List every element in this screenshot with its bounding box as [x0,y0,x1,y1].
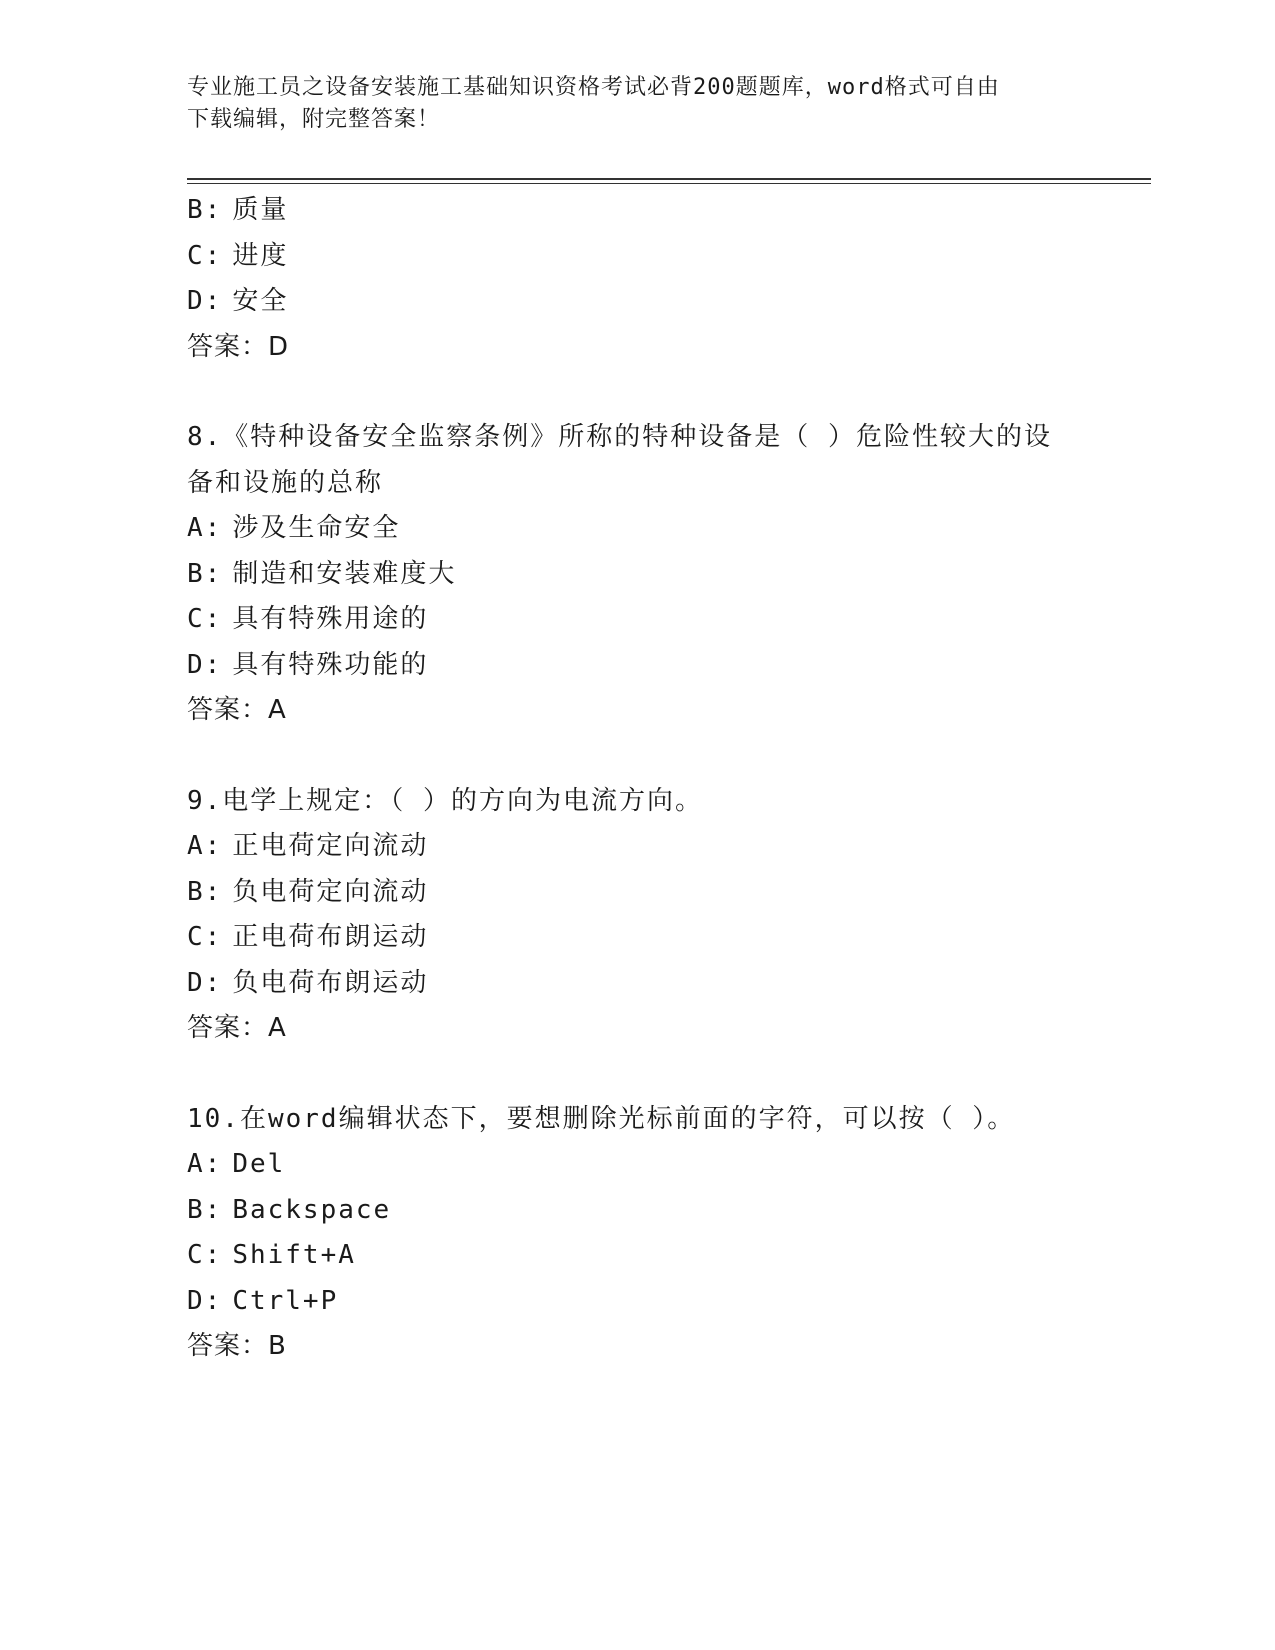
option-text: Ctrl+P [232,1285,339,1316]
spacer [187,734,1087,779]
option-letter: B: [187,195,223,225]
option-d [187,643,1087,689]
option-c [187,915,1087,961]
option-text: 正电荷定向流动 [232,831,429,861]
option-c [187,1233,1087,1279]
question-text [187,415,1077,506]
option-d [187,279,1087,325]
question-text-line-1: 10.在word编辑状态下，要想删除光标前面的字符，可以按（ ）。 [187,1103,1016,1134]
option-text: 制造和安装难度大 [232,558,457,589]
option-b [187,552,1087,598]
question-10 [187,1097,1087,1370]
answer-line: 答案：D [187,331,290,362]
option-b [187,1188,1087,1234]
spacer [187,1052,1087,1097]
header-rule-thin [187,183,1151,184]
option-c [187,234,1087,280]
option-text: 具有特殊用途的 [232,604,429,634]
option-letter: D: [187,649,223,680]
option-d [187,1279,1087,1325]
option-letter: B: [187,876,223,907]
option-b [187,870,1087,916]
option-b [187,188,1087,234]
option-letter: C: [187,240,223,271]
answer-line: 答案：A [187,1013,287,1043]
option-letter: A: [187,831,223,861]
question-text-line-2: 备和设施的总称 [187,467,384,498]
question-8 [187,415,1087,734]
option-letter: B: [187,1194,223,1225]
option-text: 安全 [232,286,289,316]
header-rule-thick [187,178,1151,180]
option-letter: A: [187,1149,223,1179]
question-text [187,779,1077,825]
question-9 [187,779,1087,1052]
option-d [187,961,1087,1007]
question-7-tail [187,188,1087,370]
option-letter: D: [187,1285,223,1316]
option-a [187,506,1087,552]
option-text: Backspace [232,1194,392,1225]
answer-line: 答案：B [187,1331,287,1361]
option-a [187,1142,1087,1188]
option-letter: C: [187,604,223,634]
header-line-2: 下载编辑，附完整答案！ [187,107,441,132]
answer-line: 答案：A [187,695,287,725]
option-text: 质量 [232,195,289,225]
option-text: 负电荷定向流动 [232,876,429,907]
option-a [187,824,1087,870]
option-c [187,597,1087,643]
option-text: 涉及生命安全 [232,513,401,543]
option-text: Del [232,1149,286,1179]
question-text-line-1: 8.《特种设备安全监察条例》所称的特种设备是（ ）危险性较大的设 [187,422,1052,452]
question-text [187,1097,1077,1143]
option-letter: C: [187,1240,223,1270]
header-line-1: 专业施工员之设备安装施工基础知识资格考试必背200题题库，word格式可自由 [187,75,1000,100]
question-text-line-1: 9.电学上规定：（ ）的方向为电流方向。 [187,785,703,816]
option-text: 进度 [232,240,289,271]
option-letter: A: [187,513,223,543]
option-letter: D: [187,967,223,998]
spacer [187,370,1087,415]
option-text: 具有特殊功能的 [232,649,429,680]
option-letter: C: [187,922,223,952]
option-letter: B: [187,558,223,589]
question-list [187,188,1087,1370]
option-text: Shift+A [232,1240,356,1270]
option-text: 正电荷布朗运动 [232,922,429,952]
option-letter: D: [187,286,223,316]
option-text: 负电荷布朗运动 [232,967,429,998]
document-header [187,72,1067,136]
